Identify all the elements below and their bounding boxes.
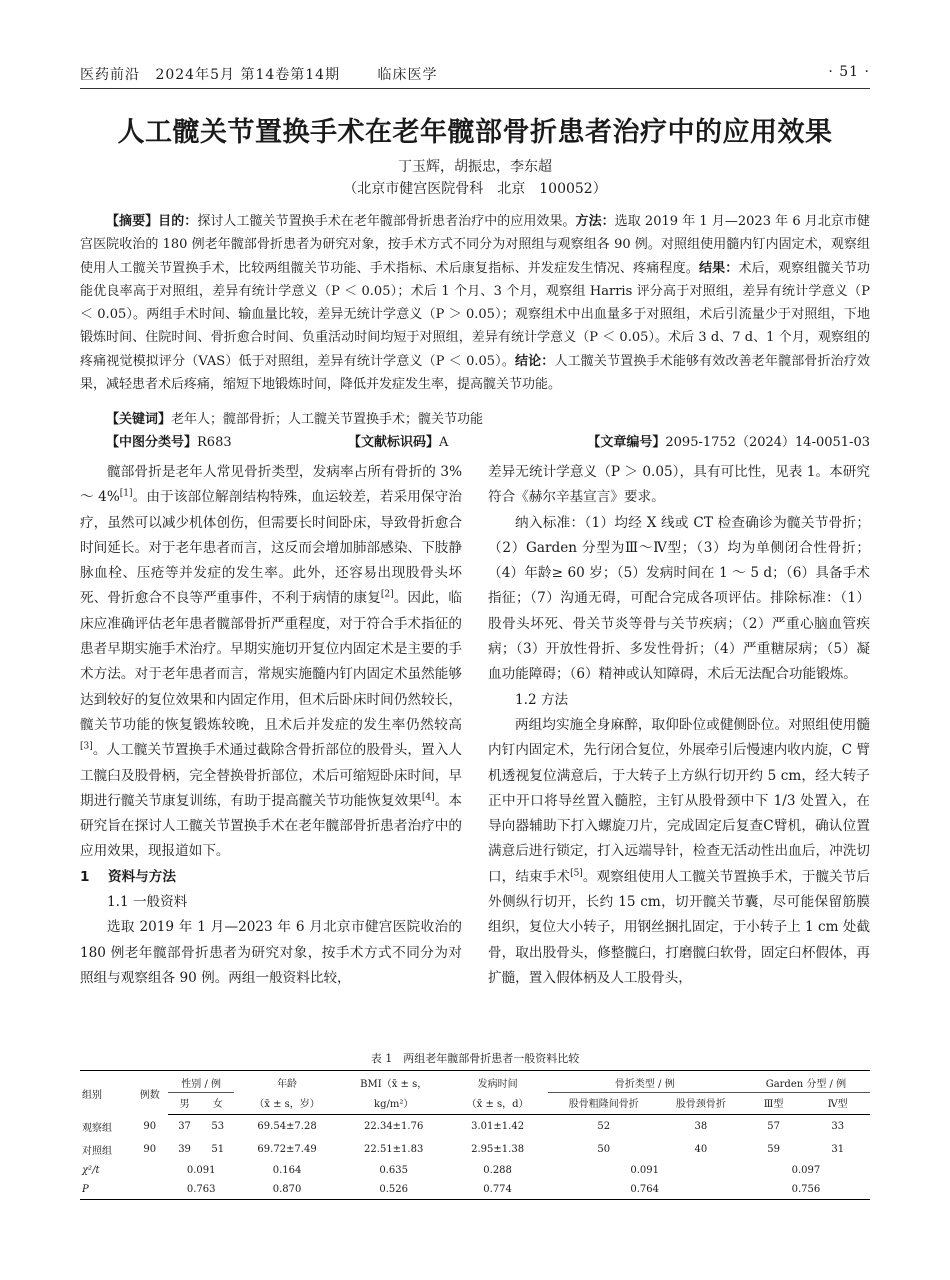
cell-group: 观察组 — [82, 1122, 112, 1134]
cell-stat-age: 0.164 — [272, 1164, 302, 1176]
intro-text-b: 。由于该部位解剖结构特殊，血运较差，若采用保守治疗，虽然可以减少机体创伤，但需要长时间卧床，导致骨折愈合时间延长。对于老年患者而言，这反而会增加肺部感染、下肢静脉血栓、压疮等并发症的发生率。此外，还容易出现股骨头坏死、骨折愈合不良等严重事件，不利于病情的康复 — [80, 489, 463, 607]
abstract — [80, 210, 870, 396]
page-number: · 51 · — [828, 64, 870, 80]
cell-onset: 3.01±1.42 — [471, 1120, 525, 1132]
abstract-label: 【摘要】 — [106, 214, 159, 229]
table-header-row — [80, 1071, 870, 1093]
cell-femoral-neck: 38 — [694, 1120, 708, 1132]
cell-intertrochanteric: 50 — [597, 1143, 611, 1155]
cell-p-onset: 0.774 — [448, 1180, 548, 1200]
cell-garden-3: 59 — [767, 1143, 780, 1155]
general-data-continued: 差异无统计学意义（P ＞ 0.05），具有可比性，见表 1。本研究符合《赫尔辛基宣言》要求。 — [488, 464, 870, 506]
col-onset-unit: （x̄ ± s，d） — [448, 1093, 548, 1115]
col-cases: 例数 — [132, 1071, 168, 1115]
cell-femoral-neck: 40 — [694, 1143, 708, 1155]
journal-name: 医药前沿 — [80, 67, 140, 83]
cell-p-age: 0.870 — [234, 1180, 339, 1200]
doc-code — [348, 431, 448, 450]
cell-male: 37 — [178, 1120, 191, 1132]
doc-value: A — [439, 435, 449, 450]
citation-3: [3] — [80, 741, 93, 752]
cell-stat-label: χ²/t — [82, 1164, 100, 1176]
criteria-paragraph: 纳入标准：（1）均经 X 线或 CT 检查确诊为髋关节骨折；（2）Garden 分型为Ⅲ～Ⅳ型；（3）均为单侧闭合性骨折；（4）年龄≥ 60 岁；（5）发病时间在 1 ～ 5 d；（6）具备手术指征；（7）沟通无碍，可配合完成各项评估。排除标准：（1）股骨头坏死、骨关节炎等骨与关节疾病；（2）严重心脑血管疾病；（3）开放性骨折、多发性骨折；（4）严重糖尿病；（5）凝血功能障碍；（6）精神或认知障碍，术后无法配合功能锻炼。 — [488, 514, 870, 683]
intro-text-d: 。人工髋关节置换手术通过截除含骨折部位的股骨头，置入人工髋臼及股骨柄，完全替换骨折部位，术后可缩短卧床时间，早期进行髋关节康复训练，有助于提高髋关节功能恢复效果 — [80, 742, 462, 809]
citation-2: [2] — [380, 589, 394, 600]
cell-female: 53 — [211, 1120, 225, 1132]
intro-text-a: 髋部骨折是老年人常见骨折类型，发病率占所有骨折的 3% ～ 4% — [80, 464, 462, 506]
col-group: 组别 — [80, 1071, 132, 1115]
cell-garden-4: 33 — [831, 1120, 845, 1132]
affiliation: （北京市健宫医院骨科 北京 100052） — [343, 181, 607, 197]
cell-stat-bmi: 0.635 — [379, 1164, 409, 1176]
objective-text: 探讨人工髋关节置换手术在老年髋部骨折患者治疗中的应用效果。 — [197, 214, 576, 229]
cell-garden-4: 31 — [831, 1143, 845, 1155]
results-label: 结果： — [698, 260, 739, 276]
clc-value: R683 — [197, 435, 232, 450]
citation-4: [4] — [421, 792, 435, 803]
journal-info — [80, 64, 448, 84]
general-data-paragraph: 选取 2019 年 1 月—2023 年 6 月北京市健宫医院收治的 180 例老年髋部骨折患者为研究对象，按手术方式不同分为对照组与观察组各 90 例。两组一般资料比较， — [80, 919, 462, 986]
col-garden-4: Ⅳ型 — [805, 1093, 870, 1115]
cell-p-type: 0.764 — [548, 1180, 742, 1200]
col-fracture-type: 骨折类型 / 例 — [548, 1071, 742, 1093]
cell-stat-type: 0.091 — [630, 1164, 660, 1176]
col-bmi: BMI（x̄ ± s， — [340, 1071, 448, 1093]
cell-garden-3: 57 — [767, 1120, 780, 1132]
journal-issue: 2024年5月 第14卷第14期 — [155, 67, 341, 83]
col-age-unit: （x̄ ± s，岁） — [234, 1093, 339, 1115]
cell-cases: 90 — [143, 1120, 157, 1132]
methods-text: 选取 2019 年 1 月—2023 年 6 月北京市健宫医院收治的 180 例老年髋部骨折患者为研究对象，按手术方式不同分为对照组与观察组各 90 例。对照组使用髓内钉内固定术，观察组使用人工髋关节置换手术，比较两组髋关节功能、手术指标、术后康复指标、并发症发生情况、疼痛程度。 — [80, 214, 870, 276]
running-header — [80, 62, 870, 89]
section-heading-1 — [80, 865, 462, 890]
keywords-label: 【关键词】 — [106, 412, 172, 427]
col-onset: 发病时间 — [448, 1071, 548, 1093]
journal-section: 临床医学 — [377, 67, 438, 83]
table-row — [80, 1138, 870, 1161]
table-caption: 表 1 两组老年髋部骨折患者一般资料比较 — [370, 1052, 580, 1065]
citation-5: [5] — [570, 868, 583, 879]
article-no-value: 2095-1752（2024）14-0051-03 — [665, 435, 870, 450]
col-intertrochanteric: 股骨粗隆间骨折 — [548, 1093, 660, 1115]
citation-1: [1] — [119, 488, 133, 499]
cell-stat-sex: 0.091 — [186, 1164, 216, 1176]
doc-label: 【文献标识码】 — [348, 435, 440, 450]
cell-stat-onset: 0.288 — [483, 1164, 512, 1176]
col-sex: 性别 / 例 — [168, 1071, 234, 1093]
col-age: 年龄 — [234, 1071, 339, 1093]
cell-age: 69.72±7.49 — [257, 1143, 317, 1155]
clc-label: 【中图分类号】 — [106, 435, 198, 450]
conclusion-label: 结论： — [515, 353, 555, 369]
cell-bmi: 22.34±1.76 — [364, 1120, 424, 1132]
body-left-column — [80, 460, 462, 991]
baseline-table — [80, 1070, 870, 1200]
col-garden: Garden 分型 / 例 — [742, 1071, 870, 1093]
article-title: 人工髋关节置换手术在老年髋部骨折患者治疗中的应用效果 — [117, 117, 833, 148]
cell-p-bmi: 0.526 — [340, 1180, 448, 1200]
section-title: 资料与方法 — [108, 868, 176, 885]
classification-line — [106, 431, 870, 451]
subsection-heading-1-2: 1.2 方法 — [515, 691, 569, 708]
intro-text-c: 。因此，临床应准确评估老年患者髋部骨折严重程度，对于符合手术指征的患者早期实施手术治疗。早期实施切开复位内固定术是主要的手术方法。对于老年患者而言，常规实施髓内钉内固定术虽然能够达到较好的复位效果和内固定作用，但术后卧床时间仍然较长，髋关节功能的恢复锻炼较晚，且术后并发症的发生率仍然较高 — [80, 590, 463, 733]
body-right-column — [488, 460, 870, 991]
conclusion-text: 人工髋关节置换手术能够有效改善老年髋部骨折治疗效果，减轻患者术后疼痛，缩短下地锻炼时间，降低并发症发生率，提高髋关节功能。 — [80, 353, 870, 393]
authors: 丁玉辉，胡振忠，李东超 — [398, 159, 552, 175]
keywords — [106, 408, 870, 427]
intro-paragraph — [80, 460, 462, 865]
col-femoral-neck: 股骨颈骨折 — [660, 1093, 742, 1115]
methods-label: 方法： — [575, 214, 615, 229]
cell-age: 69.54±7.28 — [257, 1120, 317, 1132]
keywords-text: 老年人；髋部骨折；人工髋关节置换手术；髋关节功能 — [171, 412, 484, 427]
cell-bmi: 22.51±1.83 — [364, 1143, 424, 1155]
cell-p-label: P — [80, 1180, 132, 1200]
article-no-label: 【文章编号】 — [587, 435, 666, 450]
method-text-b: 。观察组使用人工髋关节置换手术，于髋关节后外侧纵行切开，长约 15 cm，切开髋关节囊，尽可能保留筋膜组织，复位大小转子，用钢丝捆扎固定，于小转子上 1 cm 处截骨，取出股骨头，修整髋臼，打磨髋臼软骨，固定臼杯假体，再扩髓，置入假体柄及人工股骨头， — [488, 868, 871, 986]
method-paragraph — [488, 713, 870, 991]
clc-code — [106, 431, 232, 450]
table-row — [80, 1115, 870, 1138]
results-text: 术后，观察组髋关节功能优良率高于对照组，差异有统计学意义（P ＜ 0.05）；术后 1 个月、3 个月，观察组 Harris 评分高于对照组，差异有统计学意义（P ＜ 0.05）。两组手术时间、输血量比较，差异无统计学意义（P ＞ 0.05）；观察组术中出血量多于对照组，术后引流量少于对照组，下地锻炼时间、住院时间、骨折愈合时间、负重活动时间均短于对照组，差异有统计学意义（P ＜ 0.05）。术后 3 d、7 d、1 个月，观察组的疼痛视觉模拟评分（VAS）低于对照组，差异有统计学意义（P ＜ 0.05）。 — [80, 260, 870, 369]
cell-male: 39 — [178, 1143, 191, 1155]
subsection-heading-1-1: 1.1 一般资料 — [107, 894, 188, 911]
cell-female: 51 — [211, 1143, 225, 1155]
cell-cases: 90 — [143, 1143, 157, 1155]
table-row-statistic — [80, 1161, 870, 1180]
cell-intertrochanteric: 52 — [597, 1120, 611, 1132]
table-subheader-row — [80, 1093, 870, 1115]
col-female: 女 — [201, 1093, 234, 1115]
objective-label: 目的： — [158, 214, 198, 229]
article-number — [587, 431, 870, 450]
col-male: 男 — [168, 1093, 201, 1115]
cell-p-garden: 0.756 — [742, 1180, 870, 1200]
method-text-a: 两组均实施全身麻醉，取仰卧位或健侧卧位。对照组使用髓内钉内固定术，先行闭合复位，外展牵引后慢速内收内旋，C 臂机透视复位满意后，于大转子上方纵行切开约 5 cm，经大转子正中开口将导丝置入髓腔，主钉从股骨颈中下 1/3 处置入，在导向器辅助下打入螺旋刀片，完成固定后复查C臂机，确认位置满意后进行锁定，打入远端导针，检查无活动性出血后，冲洗切口，结束手术 — [488, 716, 870, 885]
col-garden-3: Ⅲ型 — [742, 1093, 806, 1115]
cell-group: 对照组 — [82, 1145, 112, 1157]
cell-p-sex: 0.763 — [168, 1180, 234, 1200]
cell-stat-garden: 0.097 — [791, 1164, 821, 1176]
cell-onset: 2.95±1.38 — [471, 1143, 525, 1155]
intro-text-e: 。本研究旨在探讨人工髋关节置换手术在老年髋部骨折患者治疗中的应用效果，现报道如下。 — [80, 792, 463, 860]
section-number: 1 — [80, 868, 90, 885]
table-row-p-value — [80, 1180, 870, 1200]
col-bmi-unit: kg/m²） — [340, 1093, 448, 1115]
